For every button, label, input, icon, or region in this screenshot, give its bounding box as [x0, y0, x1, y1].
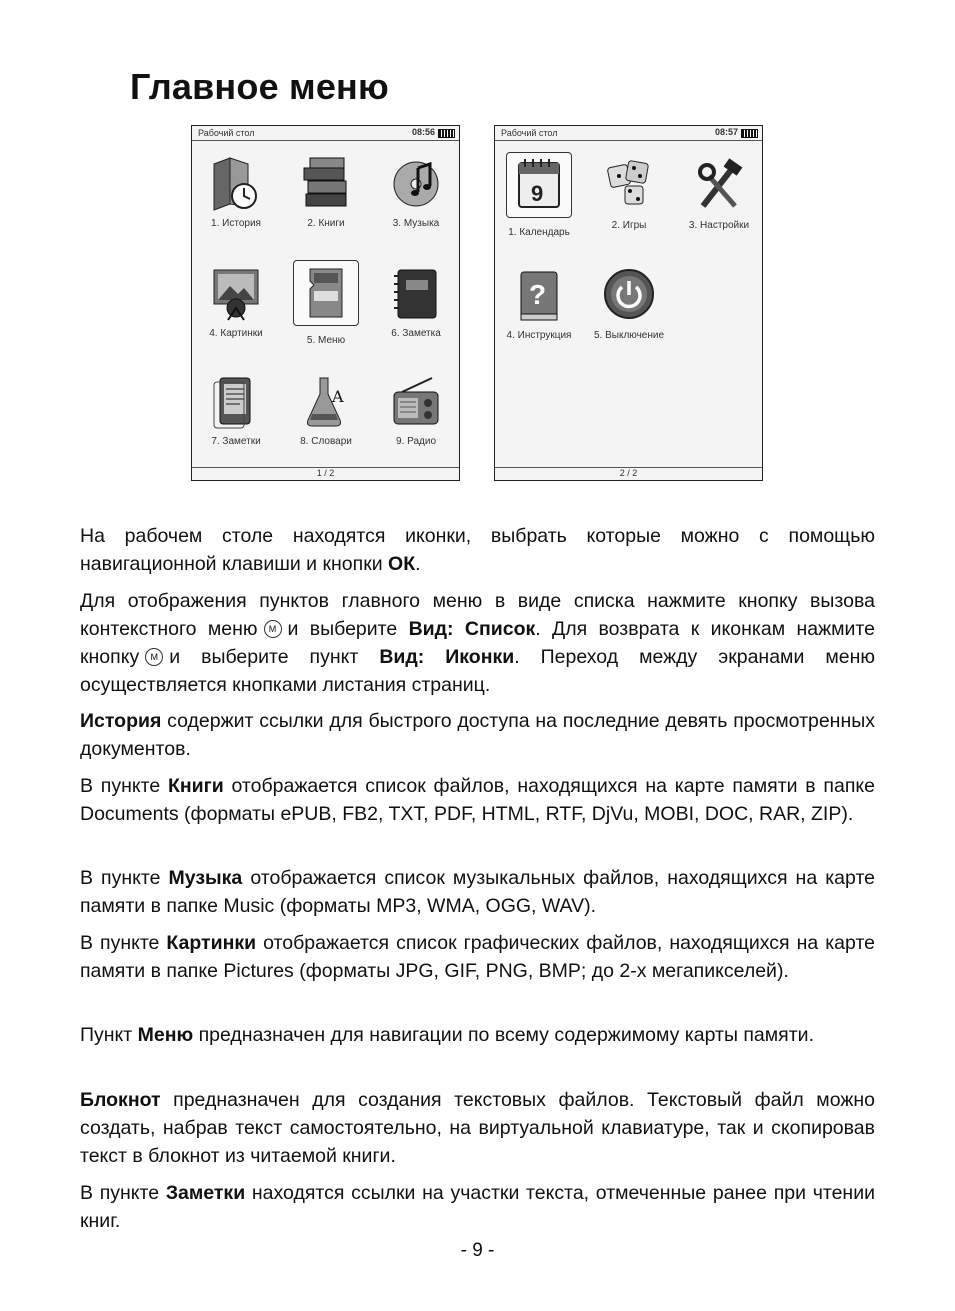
- menu-item-history[interactable]: [196, 154, 276, 229]
- dice-icon: [601, 156, 657, 216]
- clock: 08:57: [714, 127, 738, 137]
- tools-icon: [691, 156, 747, 216]
- paragraph-notes: В пункте Заметки находятся ссылки на участки текста, отмеченные ранее при чтении книг.: [80, 1182, 875, 1232]
- desktop-screen-page-1: [191, 125, 460, 481]
- desktop-screen-page-2: [494, 125, 763, 481]
- menu-item-notebook[interactable]: [376, 264, 456, 339]
- paragraph-notepad: Блокнот предназначен для создания текстовых файлов. Текстовый файл можно создать, набрав текст самостоятельно, на виртуальной клавиатуре, так и скопировав текст в блокнот из читаемой книги.: [80, 1089, 875, 1167]
- battery-icon: [741, 129, 758, 138]
- menu-item-dictionary[interactable]: [286, 372, 366, 447]
- menu-item-radio[interactable]: [376, 372, 456, 447]
- status-title: Рабочий стол: [198, 128, 255, 138]
- menu-label: 3. Настройки: [688, 220, 750, 231]
- battery-icon: [438, 129, 455, 138]
- menu-label: 4. Инструкция: [506, 330, 572, 341]
- paragraph-books: В пункте Книги отображается список файлов, находящихся на карте памяти в папке Documents (форматы ePUB, FB2, TXT, PDF, HTML, RTF, DjVu, MOBI, DOC, RAR, ZIP).: [80, 775, 875, 825]
- page-indicator: 1 / 2: [192, 467, 459, 480]
- page-number: - 9 -: [460, 1240, 495, 1261]
- page-indicator: 2 / 2: [495, 467, 762, 480]
- calendar-icon: [511, 155, 567, 215]
- paragraph-view-mode: Для отображения пунктов главного меню в виде списка нажмите кнопку вызова контекстного меню M и выберите Вид: Список. Для возврата к иконкам нажмите кнопку M и выберите пункт Вид: Иконки. Переход между экранами меню осуществляется кнопками листания страниц.: [80, 590, 875, 696]
- menu-label: 4. Картинки: [209, 328, 263, 339]
- menu-item-menu[interactable]: [286, 260, 366, 346]
- dictionary-icon: [298, 372, 354, 432]
- menu-item-manual[interactable]: [499, 266, 579, 341]
- menu-label: 2. Игры: [611, 220, 647, 231]
- menu-item-games[interactable]: [589, 156, 669, 231]
- clock: 08:56: [411, 127, 435, 137]
- menu-label: 1. История: [211, 218, 261, 229]
- notes-icon: [208, 372, 264, 432]
- music-icon: [388, 154, 444, 214]
- menu-item-pictures[interactable]: [196, 264, 276, 339]
- menu-item-music[interactable]: [376, 154, 456, 229]
- menu-label: 3. Музыка: [392, 218, 440, 229]
- paragraph-music: В пункте Музыка отображается список музыкальных файлов, находящихся на карте памяти в папке Music (форматы MP3, WMA, OGG, WAV).: [80, 867, 875, 917]
- menu-button-icon: M: [145, 648, 163, 666]
- svg-text:A: A: [332, 387, 344, 406]
- menu-label: 6. Заметка: [391, 328, 441, 339]
- menu-item-power-off[interactable]: [589, 266, 669, 341]
- paragraph-intro: На рабочем столе находятся иконки, выбрать которые можно с помощью навигационной клавиши и кнопки ОК.: [80, 525, 875, 575]
- paragraph-history: История содержит ссылки для быстрого доступа на последние девять просмотренных документов.: [80, 710, 875, 760]
- menu-label: 2. Книги: [307, 218, 345, 229]
- notebook-icon: [388, 264, 444, 324]
- menu-label: 1. Календарь: [508, 227, 570, 238]
- menu-button-icon: M: [264, 620, 282, 638]
- help-icon: [511, 266, 567, 326]
- menu-item-books[interactable]: [286, 154, 366, 229]
- radio-icon: [388, 372, 444, 432]
- microsd-icon: [298, 263, 354, 323]
- svg-text:9: 9: [531, 181, 544, 206]
- books-icon: [298, 154, 354, 214]
- menu-label: 5. Выключение: [593, 330, 665, 341]
- menu-label: 7. Заметки: [211, 436, 261, 447]
- svg-text:?: ?: [529, 279, 547, 310]
- history-icon: [208, 154, 264, 214]
- paragraph-menu: Пункт Меню предназначен для навигации по всему содержимому карты памяти.: [80, 1024, 814, 1046]
- paragraph-pictures: В пункте Картинки отображается список графических файлов, находящихся на карте памяти в папке Pictures (форматы JPG, GIF, PNG, BMP; до 2-х мегапикселей).: [80, 932, 876, 982]
- pictures-icon: [208, 264, 264, 324]
- status-bar: [495, 126, 762, 141]
- status-bar: [192, 126, 459, 141]
- menu-label: 5. Меню: [306, 335, 346, 346]
- menu-label: 9. Радио: [396, 436, 436, 447]
- menu-label: 8. Словари: [300, 436, 352, 447]
- menu-item-calendar[interactable]: [499, 152, 579, 238]
- power-icon: [601, 266, 657, 326]
- status-title: Рабочий стол: [501, 128, 558, 138]
- menu-item-notes[interactable]: [196, 372, 276, 447]
- page-title: Главное меню: [130, 66, 389, 107]
- menu-item-settings[interactable]: [679, 156, 759, 231]
